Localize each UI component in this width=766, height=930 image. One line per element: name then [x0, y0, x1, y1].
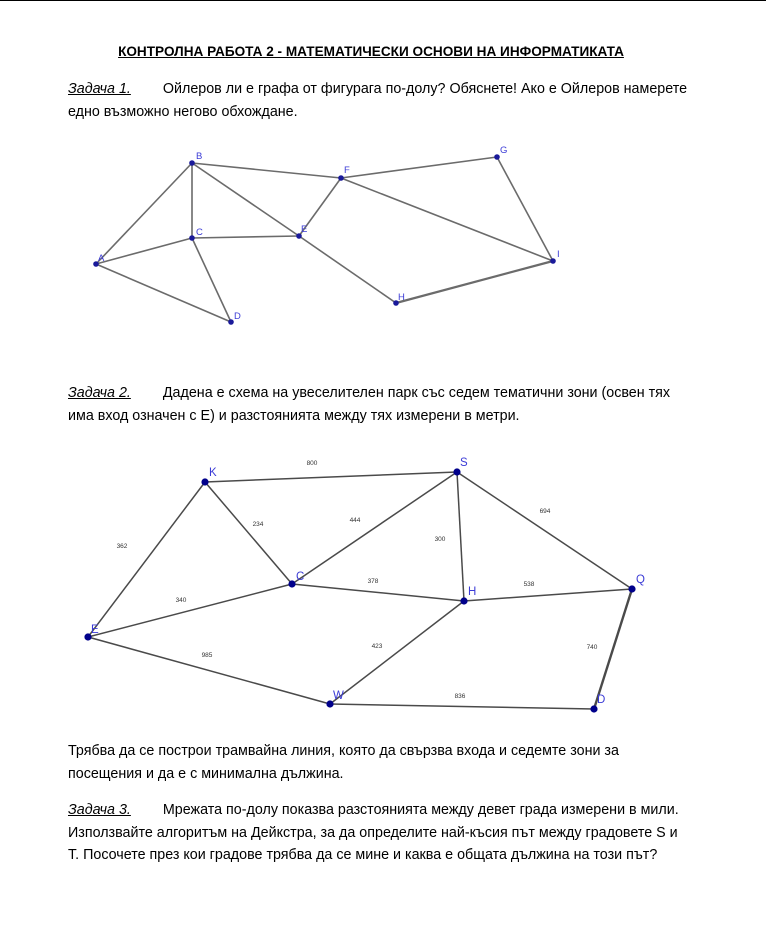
- graph2-weights: [117, 460, 598, 700]
- graph1-edges: [96, 157, 553, 322]
- top-rule: [0, 0, 766, 1]
- graph1-figure: [0, 140, 766, 340]
- graph2-vertex-label-E: E: [91, 624, 99, 636]
- graph2-weight-CS: 444: [349, 517, 361, 524]
- graph2-vertex-label-W: W: [333, 690, 344, 702]
- graph1-edge-CD: [192, 238, 231, 322]
- graph2-vertex-label-Q: Q: [636, 574, 645, 586]
- graph2-vertex-label-S: S: [460, 457, 468, 469]
- graph2-weight-EW: 985: [201, 652, 213, 659]
- graph1-edge-FG: [341, 157, 497, 178]
- graph2-vertex-label-H: H: [468, 586, 477, 598]
- graph1-edge-BE: [192, 163, 299, 236]
- graph2-weight-HQ: 538: [523, 581, 535, 588]
- graph1-edge-GI: [497, 157, 553, 261]
- graph2-vertex-label-C: C: [296, 571, 305, 583]
- graph2-vertex-H: [460, 597, 467, 604]
- graph1-edge-EH: [299, 236, 396, 303]
- graph2-edge-WH: [330, 601, 464, 704]
- graph2-vertex-Q: [628, 585, 635, 592]
- graph1-edge-CE: [192, 236, 299, 238]
- graph1-edge-BF: [192, 163, 341, 178]
- graph2-weight-WH: 423: [371, 643, 383, 650]
- graph2-edge-SQ: [457, 472, 632, 589]
- graph1-vertex-D: [228, 319, 234, 325]
- graph2-weight-SH: 300: [434, 536, 446, 543]
- graph2-vertex-label-K: K: [209, 467, 217, 479]
- graph2-weight-KC: 234: [252, 521, 264, 528]
- graph1-vertex-label-E: E: [301, 224, 308, 235]
- graph1-vertex-label-H: H: [398, 292, 405, 303]
- graph1-vertex-I: [550, 258, 556, 264]
- graph2-vertices: [84, 457, 645, 713]
- graph1-edge-AD: [96, 264, 231, 322]
- graph1-vertex-label-C: C: [196, 227, 203, 238]
- graph2-vertex-C: [288, 580, 295, 587]
- graph1-vertex-B: [189, 160, 195, 166]
- graph2-edge-CS: [292, 472, 457, 584]
- graph2-edge-KE: [88, 482, 205, 637]
- graph2-edge-CH: [292, 584, 464, 601]
- graph1-edge-AB: [96, 163, 192, 264]
- graph2-vertex-K: [201, 478, 208, 485]
- graph1-edge-HI: [396, 261, 553, 303]
- task2-paragraph: [68, 382, 688, 427]
- page-title: КОНТРОЛНА РАБОТА 2 - МАТЕМАТИЧЕСКИ ОСНОВИ НА ИНФОРМАТИКАТА: [118, 44, 624, 59]
- graph1-vertices: [93, 145, 559, 325]
- graph2-weight-KE: 362: [116, 543, 128, 550]
- graph2-vertex-D: [590, 705, 597, 712]
- graph2-edge-EW: [88, 637, 330, 704]
- graph2-weight-QD: 740: [586, 644, 598, 651]
- graph2-edge-WD: [330, 704, 594, 709]
- task2-text: Дадена е схема на увеселителен парк със седем тематични зони (освен тях има вход означен с E) и разстоянията между тях измерени в метри.: [68, 385, 671, 424]
- graph1-vertex-label-I: I: [557, 249, 560, 260]
- graph2-edge-QD: [594, 589, 632, 709]
- graph1-edge-AC: [96, 238, 192, 264]
- graph2-edge-SH: [457, 472, 464, 601]
- graph2-edge-KS: [205, 472, 457, 482]
- graph2-edge-KC: [205, 482, 292, 584]
- task1-paragraph: [68, 78, 688, 123]
- graph1-vertex-C: [189, 235, 195, 241]
- graph1-vertex-label-B: B: [196, 151, 203, 162]
- task3-text: Мрежата по-долу показва разстоянията между девет града измерени в мили. Използвайте алгоритъм на Дейкстра, за да определите най-късия път между градовете S и T. Посочете през кои градове трябва да се мине и каква е общата дължина на този път?: [68, 802, 679, 863]
- graph1-vertex-label-F: F: [344, 165, 350, 176]
- graph1-edge-FI: [341, 178, 553, 261]
- graph1-vertex-label-D: D: [234, 311, 241, 322]
- graph2-weight-CH: 378: [367, 578, 379, 585]
- task3-paragraph: [68, 799, 688, 867]
- graph2-weight-SQ: 694: [539, 508, 551, 515]
- task1-text: Ойлеров ли е графа от фигурага по-долу? Обяснете! Ако е Ойлеров намерете едно възможно негово обхождане.: [68, 81, 688, 120]
- graph1-vertex-label-A: A: [98, 253, 105, 264]
- graph2-weight-EC: 340: [175, 597, 187, 604]
- graph1-vertex-label-G: G: [500, 145, 508, 156]
- task2-question: Трябва да се построи трамвайна линия, която да свързва входа и седемте зони за посещения и да е с минимална дължина.: [68, 743, 619, 782]
- graph2-vertex-label-D: D: [597, 694, 606, 706]
- graph2-weight-KS: 800: [306, 460, 318, 467]
- task3-label: Задача 3.: [68, 802, 131, 818]
- graph1-vertex-F: [338, 175, 344, 181]
- task1-label: Задача 1.: [68, 81, 131, 97]
- task2-label: Задача 2.: [68, 385, 131, 401]
- graph2-edge-EC: [88, 584, 292, 637]
- graph2-vertex-S: [453, 468, 460, 475]
- graph1-vertex-G: [494, 154, 500, 160]
- graph2-weight-WD: 836: [454, 693, 466, 700]
- graph2-figure: [0, 450, 766, 730]
- graph2-edge-HQ: [464, 589, 632, 601]
